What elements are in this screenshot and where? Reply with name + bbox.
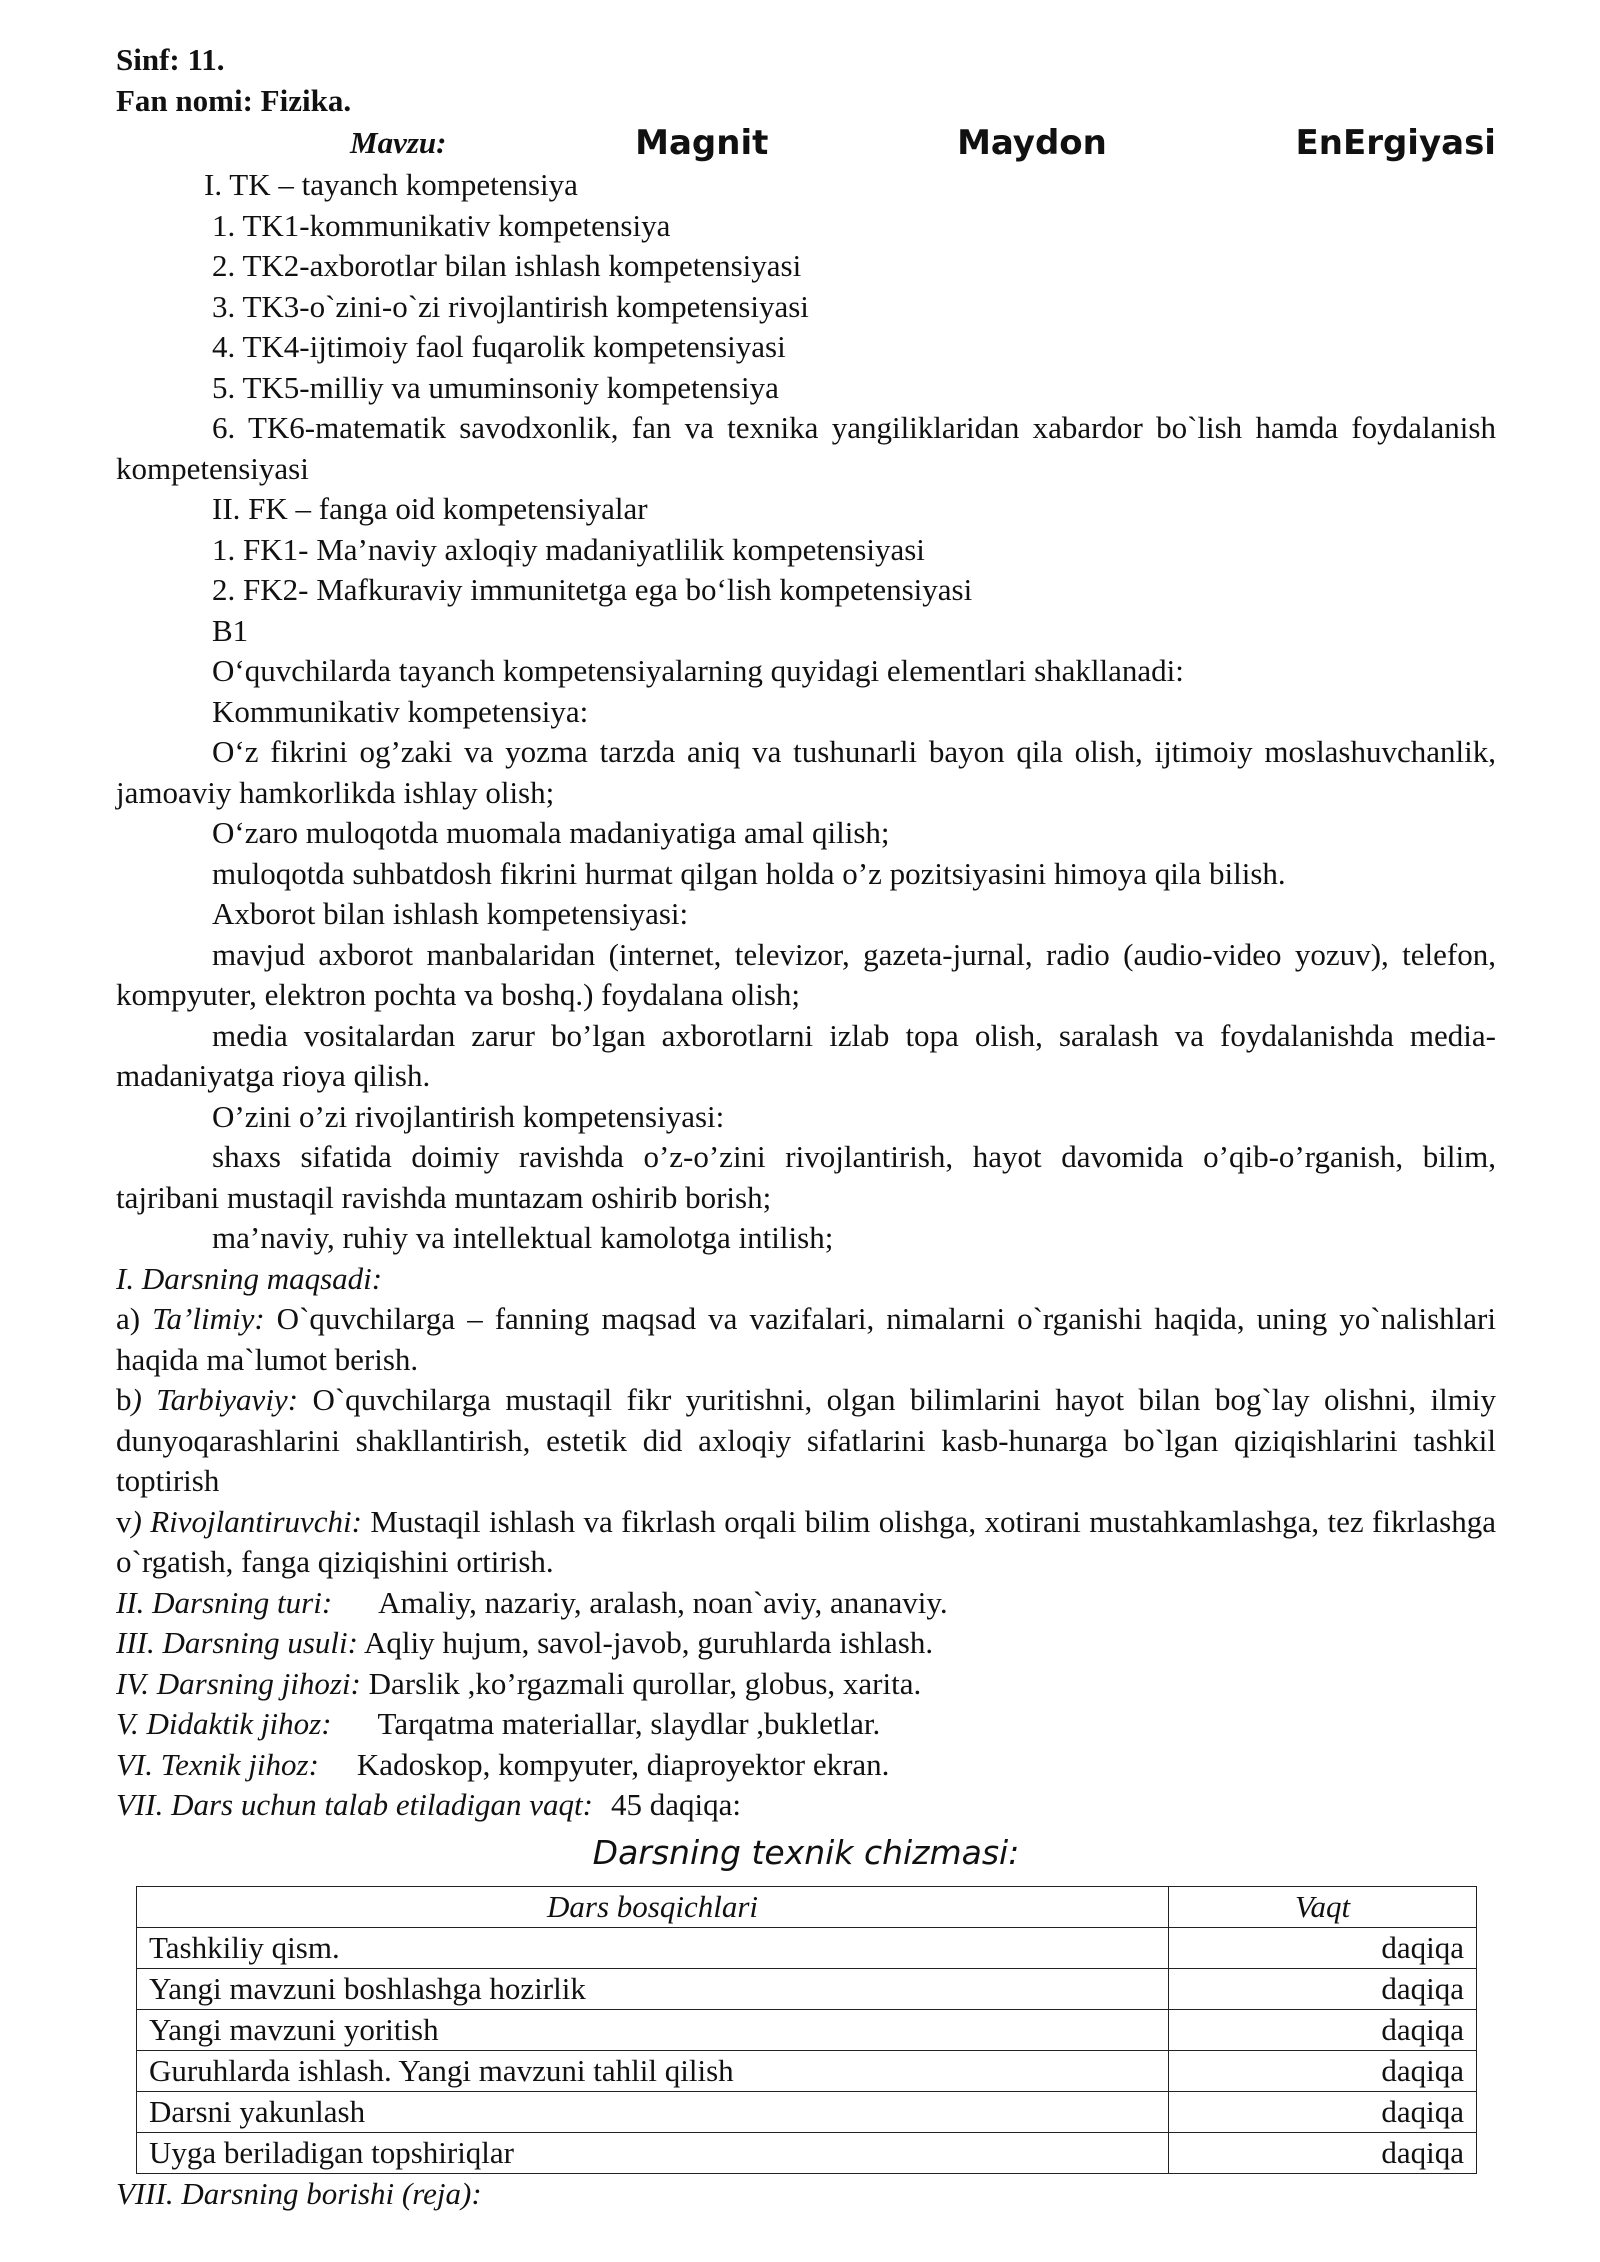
- stage-cell: Guruhlarda ishlash. Yangi mavzuni tahlil qilish: [137, 2050, 1169, 2091]
- table-header-row: [137, 1886, 1477, 1927]
- lesson-method-line: [116, 1623, 1496, 1664]
- goal-v-text: Mustaqil ishlash va fikrlash orqali bilim olishga, xotirani mustahkamlashga, tez fikrlashga o`rgatish, fanga qiziqishini ortirish.: [116, 1503, 1496, 1579]
- time-cell: daqiqa: [1169, 2091, 1477, 2132]
- lesson-info-value: Aqliy hujum, savol-javob, guruhlarda ishlash.: [364, 1625, 934, 1660]
- lesson-time-line: [116, 1785, 1496, 1826]
- subject-heading: Fan nomi: Fizika.: [116, 82, 352, 118]
- lesson-info-label: II. Darsning turi:: [116, 1584, 333, 1620]
- goal-educational: [116, 1299, 1496, 1380]
- goal-b-prefix: b: [116, 1382, 132, 1417]
- goal-b-label: ) Tarbiyaviy:: [131, 1382, 299, 1417]
- schema-title: Darsning texnik chizmasi:: [592, 1832, 1020, 1872]
- goal-upbringing: [116, 1380, 1496, 1502]
- lesson-stages-table: [136, 1886, 1477, 2174]
- core-competency-item: 2. TK2-axborotlar bilan ishlash kompetensiyasi: [212, 248, 802, 283]
- stage-cell: Darsni yakunlash: [137, 2091, 1169, 2132]
- goal-a-prefix: a): [116, 1301, 153, 1336]
- core-competency-item: 5. TK5-milliy va umuminsoniy kompetensiya: [212, 369, 779, 405]
- comm-competency-item: O‘z fikrini og’zaki va yozma tarzda aniq va tushunarli bayon qila olish, ijtimoiy moslashuvchanlik, jamoaviy hamkorlikda ishlay olish;: [116, 734, 1496, 810]
- goals-title: I. Darsning maqsadi:: [116, 1260, 383, 1296]
- time-cell: daqiqa: [1169, 2050, 1477, 2091]
- stage-cell: Yangi mavzuni boshlashga hozirlik: [137, 1968, 1169, 2009]
- goal-developmental: [116, 1502, 1496, 1583]
- table-row: [137, 2091, 1477, 2132]
- time-cell: daqiqa: [1169, 2009, 1477, 2050]
- info-competency-item: media vositalardan zarur bo’lgan axborotlarni izlab topa olish, saralash va foydalanishda media-madaniyatga rioya qilish.: [116, 1017, 1496, 1093]
- table-row: [137, 2132, 1477, 2173]
- lesson-info-label: VII. Dars uchun talab etiladigan vaqt:: [116, 1787, 593, 1822]
- topic-line: [116, 121, 1496, 165]
- time-cell: daqiqa: [1169, 1968, 1477, 2009]
- subject-competency-item: 1. FK1- Ma’naviy axloqiy madaniyatlilik kompetensiyasi: [212, 531, 925, 567]
- info-competency-item: mavjud axborot manbalaridan (internet, televizor, gazeta-jurnal, radio (audio-video yozuv), telefon, kompyuter, elektron pochta va boshq.) foydalana olish;: [116, 936, 1496, 1012]
- time-cell: daqiqa: [1169, 2132, 1477, 2173]
- column-header-stage: Dars bosqichlari: [137, 1886, 1169, 1927]
- core-competency-item: 3. TK3-o`zini-o`zi rivojlantirish kompetensiyasi: [212, 288, 809, 324]
- lesson-type-line: [116, 1583, 1496, 1624]
- topic-word-1: Magnit: [635, 122, 769, 163]
- lesson-plan-page: [116, 40, 1496, 2214]
- grade-heading: Sinf: 11.: [116, 42, 225, 77]
- lesson-info-value: Kadoskop, kompyuter, diaproyektor ekran.: [356, 1746, 890, 1782]
- column-header-time: Vaqt: [1169, 1886, 1477, 1927]
- stage-cell: Uyga beriladigan topshiriqlar: [137, 2132, 1169, 2173]
- lesson-equipment-line: [116, 1664, 1496, 1705]
- goal-v-label: ) Rivojlantiruvchi:: [131, 1503, 362, 1539]
- goal-b-text: O`quvchilarga mustaqil fikr yuritishni, olgan bilimlarini hayot bilan bog`lay olishni, ilmiy dunyoqarashlarini shakllantirish, estetik did axloqiy sifatlarini kasb-hunarga bo`lgan qiziqishlarini tashkil toptirish: [116, 1382, 1497, 1498]
- table-row: [137, 2050, 1477, 2091]
- core-competency-item: 6. TK6-matematik savodxonlik, fan va texnika yangiliklaridan xabardor bo`lish hamda foydalanish kompetensiyasi: [116, 410, 1496, 486]
- goal-a-label: Ta’limiy:: [152, 1301, 265, 1336]
- lesson-info-label: VI. Texnik jihoz:: [116, 1746, 319, 1782]
- didactic-equipment-line: [116, 1704, 1496, 1745]
- topic-word-3: EnErgiyasi: [1295, 122, 1496, 163]
- subject-competency-item: 2. FK2- Mafkuraviy immunitetga ega bo‘lish kompetensiyasi: [212, 572, 973, 607]
- goal-a-text: O`quvchilarga – fanning maqsad va vazifalari, nimalarni o`rganishi haqida, uning yo`nalishlari haqida ma`lumot berish.: [116, 1301, 1496, 1377]
- table-row: [137, 2009, 1477, 2050]
- self-competency-item: shaxs sifatida doimiy ravishda o’z-o’zini rivojlantirish, hayot davomida o’qib-o’rganish, bilim, tajribani mustaqil ravishda muntazam oshirib borish;: [116, 1139, 1496, 1215]
- lesson-info-value: Darslik ,ko’rgazmali qurollar, globus, xarita.: [368, 1665, 922, 1701]
- core-competency-item: 4. TK4-ijtimoiy faol fuqarolik kompetensiyasi: [212, 329, 786, 364]
- stage-cell: Yangi mavzuni yoritish: [137, 2009, 1169, 2050]
- self-competency-title: O’zini o’zi rivojlantirish kompetensiyasi:: [212, 1098, 725, 1134]
- comm-competency-item: muloqotda suhbatdosh fikrini hurmat qilgan holda o’z pozitsiyasini himoya qila bilish.: [212, 855, 1286, 891]
- goal-v-prefix: v: [116, 1503, 132, 1539]
- lesson-info-value: 45 daqiqa:: [611, 1787, 741, 1822]
- core-competency-title: I. TK – tayanch kompetensiya: [204, 167, 578, 202]
- table-row: [137, 1927, 1477, 1968]
- lesson-info-value: Amaliy, nazariy, aralash, noan`aviy, ananaviy.: [378, 1584, 948, 1620]
- core-competency-item: 1. TK1-kommunikativ kompetensiya: [212, 207, 671, 243]
- topic-word-2: Maydon: [957, 122, 1107, 163]
- comm-competency-item: O‘zaro muloqotda muomala madaniyatiga amal qilish;: [212, 815, 890, 850]
- table-row: [137, 1968, 1477, 2009]
- lesson-info-label: IV. Darsning jihozi:: [116, 1665, 361, 1701]
- info-competency-title: Axborot bilan ishlash kompetensiyasi:: [212, 896, 689, 931]
- stage-cell: Tashkiliy qism.: [137, 1927, 1169, 1968]
- lesson-info-label: III. Darsning usuli:: [116, 1625, 358, 1660]
- subject-competency-title: II. FK – fanga oid kompetensiyalar: [212, 491, 648, 526]
- level-label: B1: [212, 612, 249, 648]
- lesson-info-value: Tarqatma materiallar, slaydlar ,bukletlar.: [377, 1706, 881, 1741]
- self-competency-item: ma’naviy, ruhiy va intellektual kamolotga intilish;: [212, 1220, 834, 1255]
- plan-title: VIII. Darsning borishi (reja):: [116, 2175, 482, 2211]
- competency-intro: O‘quvchilarda tayanch kompetensiyalarning quyidagi elementlari shakllanadi:: [212, 653, 1184, 688]
- lesson-info-label: V. Didaktik jihoz:: [116, 1706, 332, 1741]
- time-cell: daqiqa: [1169, 1927, 1477, 1968]
- technical-equipment-line: [116, 1745, 1496, 1786]
- topic-label: Mavzu:: [350, 124, 447, 160]
- comm-competency-title: Kommunikativ kompetensiya:: [212, 693, 589, 729]
